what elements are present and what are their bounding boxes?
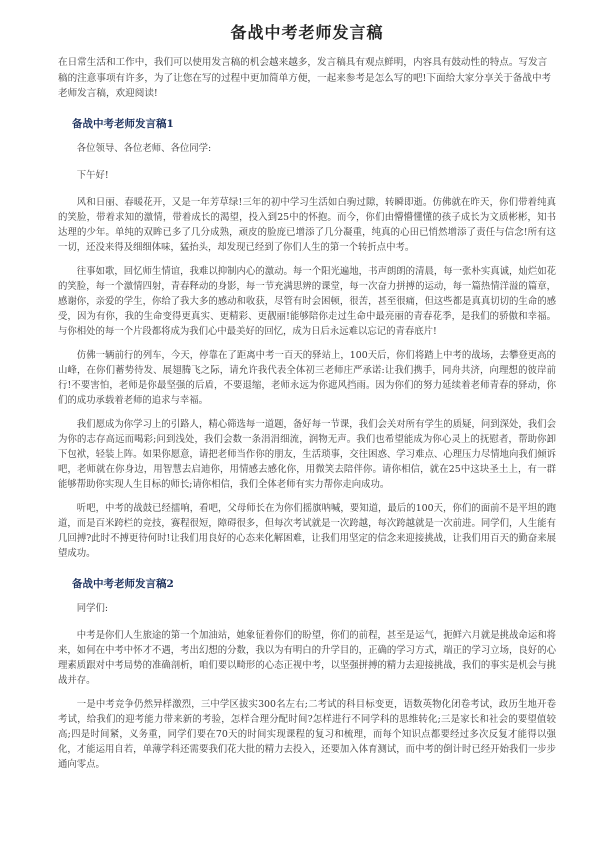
- speech-section-2: [58, 576, 556, 772]
- speech-section-1: [58, 116, 556, 561]
- section-1-paragraph: 仿佛一辆前行的列车，今天，停靠在了距离中考一百天的驿站上，100天后，你们将踏上中考的战场，去攀登更高的山峰，在你们蓄势待发、展翅腾飞之际，请允许我代表全体初三老师庄严承诺:让我们携手，同舟共济，向理想的彼岸前行!不要害怕，老师是你最坚强的后盾，不要退缩，老师永远为你遮风挡雨。因为你们的努力延续着老师青春的驿动，你们的成功承载着老师的追求与幸福。: [58, 349, 556, 406]
- section-heading-2: 备战中考老师发言稿2: [72, 577, 174, 590]
- greeting-1: 下午好!: [76, 169, 109, 181]
- salutation-1: 各位领导、各位老师、各位同学:: [76, 142, 212, 154]
- section-1-paragraph: 听吧，中考的战鼓已经擂响，看吧，父母师长在为你们摇旗呐喊，要知道，最后的100天，你们的面前不是平坦的跑道，而是百米跨栏的竞技，赛程很短，障碍很多，但每次考试就是一次跨越，每次跨越就是一次前进。同学们，人生能有几回搏?此时不搏更待何时!让我们用良好的心态来化解困难，让我们用坚定的信念来迎接挑战，让我们用百天的勤奋来展望成功。: [58, 502, 556, 559]
- section-1-paragraph: 我们愿成为你学习上的引路人，精心筛选每一道题，备好每一节课，我们会关对所有学生的质疑，问到深处，我们会为你的志存高远而喝彩;问到浅处，我们会数一条涓涓细流，润物无声。我们也希望能成为你心灵上的抚慰者，帮助你卸下包袱，轻装上阵。如果你愿意，请把老师当作你的朋友，生活琐事，交往困惑、学习难点、心理压力尽情地向我们倾诉吧，老师就在你身边，用智慧去启迪你，用情感去感化你，用微笑去陪伴你。请你相信，就在25中这块圣土上，有一群能够帮助你实现人生目标的师长;请你相信，我们全体老师有实力帮你走向成功。: [58, 418, 556, 490]
- section-heading-1: 备战中考老师发言稿1: [72, 117, 174, 130]
- intro-paragraph: 在日常生活和工作中，我们可以使用发言稿的机会越来越多，发言稿具有观点鲜明，内容具有鼓动性的特点。写发言稿的注意事项有许多，为了让您在写的过程中更加简单方便，一起来参考是怎么写的吧!下面给大家分享关于备战中考老师发言稿，欢迎阅读!: [58, 57, 552, 99]
- section-2-paragraph: 中考是你们人生旅途的第一个加油站，她象征着你们的盼望，你们的前程，甚至是运气，扼鲜六月就是挑战命运和将来，如何在中考中怀才不遇，考出幻想的分数，我以为有明白的升学目的，正确的学习方式，端正的学习立场，良好的心理素质跟对中考局势的准确剖析，咱们要以畸形的心态正视中考，以坚强拼搏的精力去迎接挑战，我们的事实是机会与挑战并存。: [58, 629, 556, 686]
- section-1-paragraph: 风和日丽、春暖花开，又是一年芳草绿!三年的初中学习生活如白驹过隙，转瞬即逝。仿佛就在昨天，你们带着纯真的笑脸，带着求知的激情，带着成长的渴望，投入到25中的怀抱。而今，你们由懵懵懂懂的孩子成长为文质彬彬，知书达理的少年。单纯的双眸已多了几分成熟，顽皮的脸庞已增添了几分凝重，纯真的心田已悄然增添了责任与信念!所有这一切，还没来得及细细体味，猛抬头，却发现已经到了你们人生的第一个转折点中考。: [58, 196, 556, 253]
- section-2-paragraph: 一是中考竞争仍然异样激烈，三中学区拔实300名左右;二考试的科目标变更，语数英物化闭卷考试，政历生地开卷考试，给我们的迎考能力带来新的考验，怎样合理分配时间?怎样进行不同学科的思维转化;三是家长和社会的要望值较高;四是时间紧，义务重，同学们要在70天的时间实现课程的复习和梳理，而每个知识点都要经过多次反复才能得以强化，才能运用自若，单薄学科还需要我们花大批的精力去投入，还要加入体育测试，而中考的倒计时已经开始我们一步步通向零点。: [58, 698, 556, 770]
- document-title: 备战中考老师发言稿: [230, 23, 384, 42]
- salutation-2: 同学们:: [76, 602, 109, 614]
- section-1-paragraph: 往事如歌，回忆师生情谊，我难以抑制内心的激动。每一个阳光遍地，书声朗朗的清晨，每一张朴实真诚，灿烂如花的笑脸，每一个激情四射，青春释动的身影，每一节充满思辨的课堂，每一次奋力拼搏的运动，每一篇热情洋溢的篇章，感谢你，亲爱的学生，你给了我大多的感动和收获，尽管有时会困顿，很苦，甚至很痛，但这些都是真真切切的生命的感受，因为有你，我的生命变得更真实、更精彩、更靓丽!能够陪你走过生命中最亮丽的青春花季，是我们的骄傲和幸福。与你相处的每一个片段都将成为我们心中最美好的回忆，成为日后永远难以忘记的青春底片!: [58, 265, 556, 337]
